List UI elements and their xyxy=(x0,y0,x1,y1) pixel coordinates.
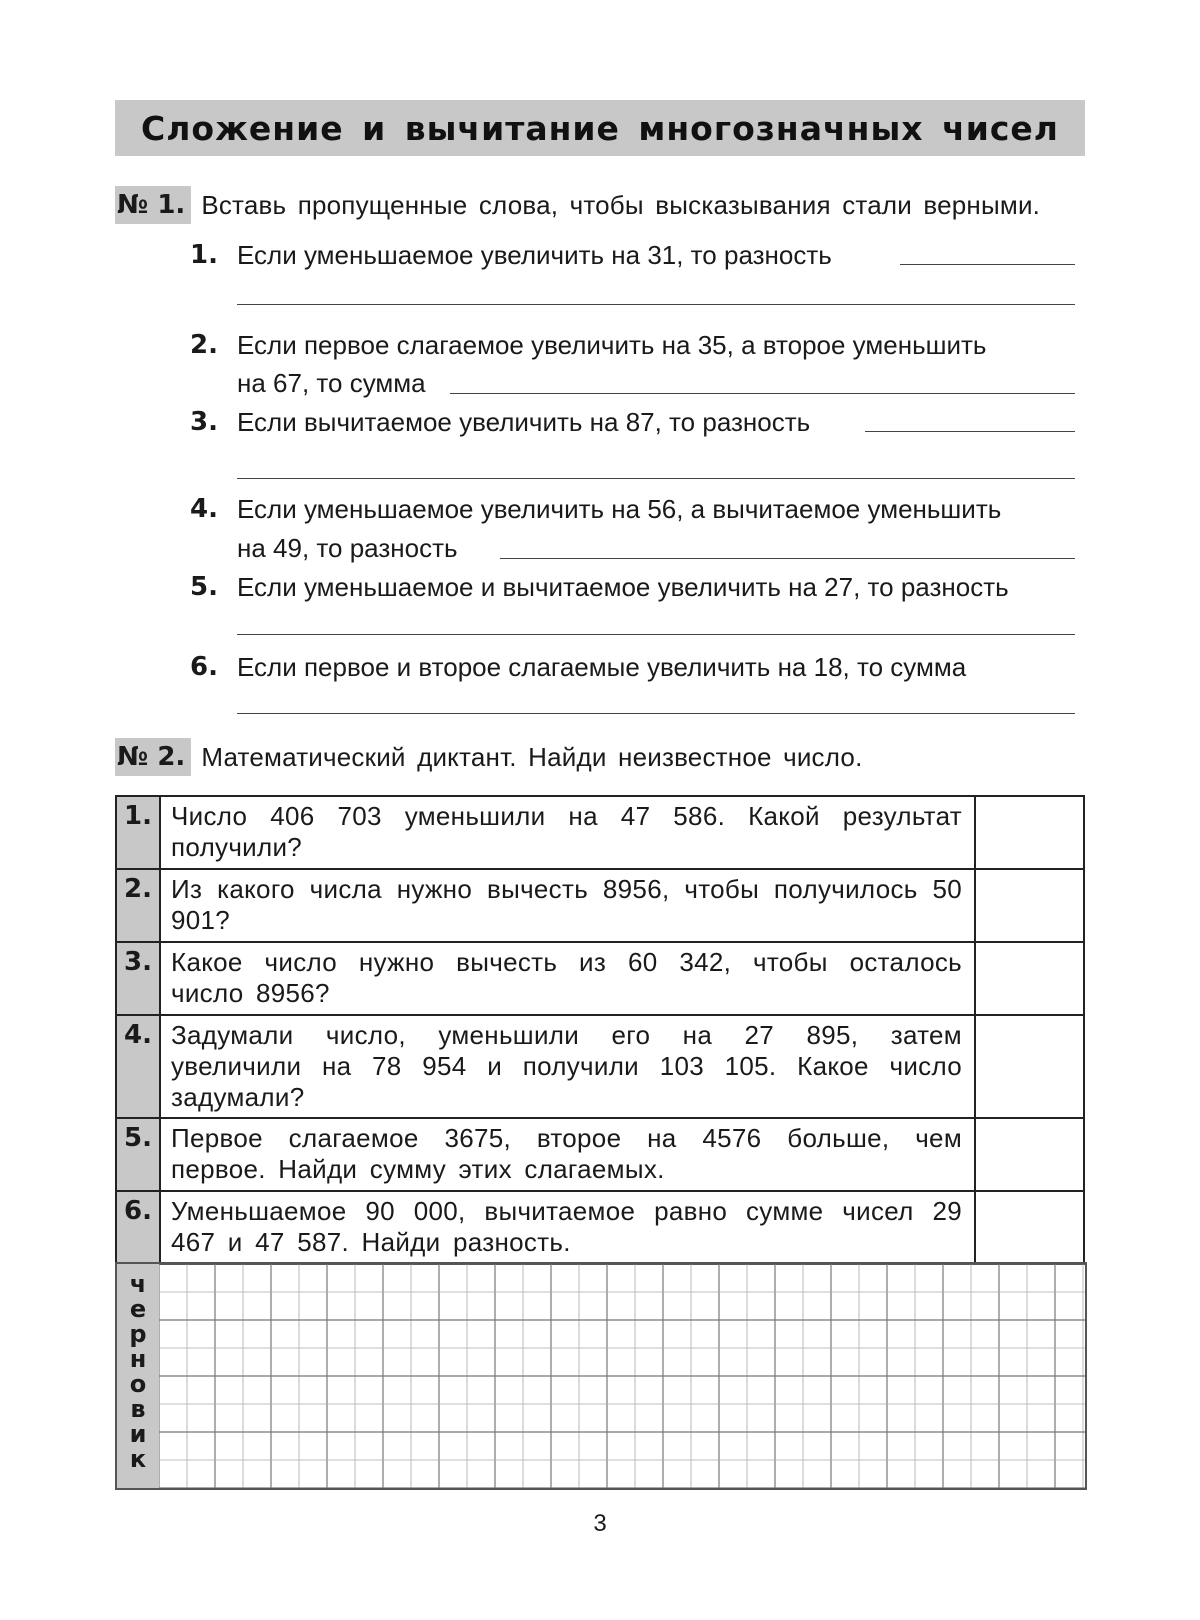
draft-label-letter: о xyxy=(129,1370,147,1398)
answer-line[interactable] xyxy=(450,393,1075,394)
answer-cell[interactable] xyxy=(975,1118,1084,1191)
draft-label-letter: в xyxy=(130,1395,146,1423)
row-number: 6. xyxy=(116,1191,160,1264)
question-text: Первое слагаемое 3675, второе на 4576 больше, чем первое. Найди сумму этих слагаемых. xyxy=(160,1118,975,1191)
draft-grid[interactable] xyxy=(159,1264,1085,1488)
answer-line[interactable] xyxy=(237,634,1075,635)
page-title: Сложение и вычитание многозначных чисел xyxy=(141,108,1059,148)
item-number: 1. xyxy=(190,240,218,270)
item-text-continued: на 67, то сумма xyxy=(237,368,426,398)
task1-heading xyxy=(115,186,1040,224)
row-number: 5. xyxy=(116,1118,160,1191)
table-row xyxy=(116,869,1084,942)
task1-instruction: Вставь пропущенные слова, чтобы высказывания стали верными. xyxy=(201,189,1041,220)
item-number: 4. xyxy=(190,494,218,524)
row-number: 1. xyxy=(116,796,160,869)
question-text: Из какого числа нужно вычесть 8956, чтобы получилось 50 901? xyxy=(160,869,975,942)
draft-label xyxy=(117,1264,159,1488)
title-bar xyxy=(115,100,1085,156)
draft-label-letter: н xyxy=(129,1345,147,1373)
task2-instruction: Математический диктант. Найди неизвестное число. xyxy=(201,741,863,772)
draft-label-letter: к xyxy=(129,1445,147,1473)
table-row xyxy=(116,796,1084,869)
dictation-table xyxy=(115,795,1085,1265)
question-text: Уменьшаемое 90 000, вычитаемое равно сумме чисел 29 467 и 47 587. Найди разность. xyxy=(160,1191,975,1264)
item-text: Если первое слагаемое увеличить на 35, а второе уменьшить xyxy=(237,330,987,360)
item-text-continued: на 49, то разность xyxy=(237,533,458,563)
table-row xyxy=(116,1015,1084,1118)
item-number: 6. xyxy=(190,652,218,682)
answer-line[interactable] xyxy=(865,431,1075,432)
question-text: Какое число нужно вычесть из 60 342, чтобы осталось число 8956? xyxy=(160,942,975,1015)
answer-cell[interactable] xyxy=(975,869,1084,942)
answer-line[interactable] xyxy=(237,713,1075,714)
item-number: 2. xyxy=(190,330,218,360)
table-row xyxy=(116,1118,1084,1191)
answer-line[interactable] xyxy=(900,264,1075,265)
answer-cell[interactable] xyxy=(975,942,1084,1015)
item-text: Если уменьшаемое увеличить на 56, а вычитаемое уменьшить xyxy=(237,494,1002,524)
draft-label-letter: ч xyxy=(129,1270,147,1298)
table-row xyxy=(116,1191,1084,1264)
draft-area[interactable] xyxy=(115,1262,1087,1490)
answer-cell[interactable] xyxy=(975,796,1084,869)
row-number: 3. xyxy=(116,942,160,1015)
task1-number: № 1. xyxy=(115,186,191,224)
answer-cell[interactable] xyxy=(975,1191,1084,1264)
draft-label-letter: е xyxy=(129,1295,147,1323)
task2-number: № 2. xyxy=(115,738,191,776)
item-text: Если первое и второе слагаемые увеличить на 18, то сумма xyxy=(237,652,967,682)
question-text: Задумали число, уменьшили его на 27 895, затем увеличили на 78 954 и получили 103 105. Какое число задумали? xyxy=(160,1015,975,1118)
item-number: 3. xyxy=(190,407,218,437)
draft-label-letter: и xyxy=(129,1420,147,1448)
item-text: Если уменьшаемое увеличить на 31, то разность xyxy=(237,240,832,270)
row-number: 4. xyxy=(116,1015,160,1118)
answer-line[interactable] xyxy=(500,558,1075,559)
draft-label-letter: р xyxy=(129,1320,147,1348)
answer-line[interactable] xyxy=(237,304,1075,305)
item-text: Если уменьшаемое и вычитаемое увеличить на 27, то разность xyxy=(237,572,1009,602)
page-number: 3 xyxy=(593,1510,607,1537)
table-row xyxy=(116,942,1084,1015)
answer-line[interactable] xyxy=(237,478,1075,479)
item-number: 5. xyxy=(190,572,218,602)
answer-cell[interactable] xyxy=(975,1015,1084,1118)
row-number: 2. xyxy=(116,869,160,942)
question-text: Число 406 703 уменьшили на 47 586. Какой результат получили? xyxy=(160,796,975,869)
item-text: Если вычитаемое увеличить на 87, то разность xyxy=(237,407,811,437)
task2-heading xyxy=(115,738,863,776)
